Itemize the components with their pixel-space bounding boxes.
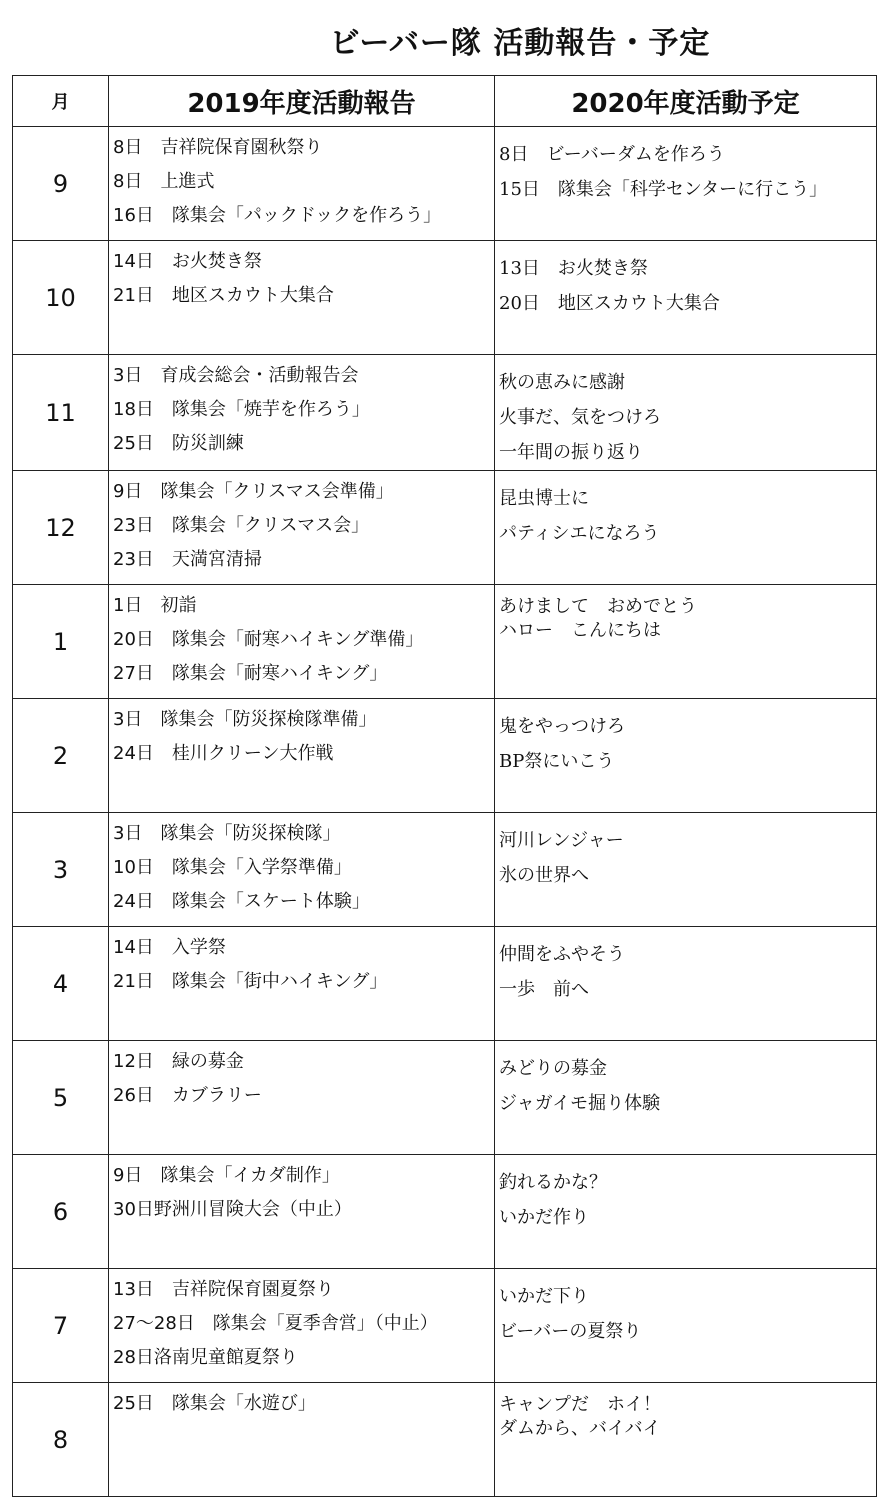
report-item: 18日 隊集会「焼芋を作ろう」 <box>113 399 370 420</box>
plan-item: 火事だ、気をつけろ <box>499 407 661 428</box>
report-item: 28日洛南児童館夏祭り <box>113 1347 298 1368</box>
plan-item: 鬼をやっつけろ <box>499 716 625 737</box>
report-item: 21日 隊集会「街中ハイキング」 <box>113 971 388 992</box>
table-row <box>13 127 877 241</box>
month-cell: 6 <box>13 1155 109 1269</box>
plan-cell <box>495 1155 877 1269</box>
report-item: 30日野洲川冒険大会（中止） <box>113 1199 352 1220</box>
plan-item: ジャガイモ掘り体験 <box>499 1093 661 1114</box>
plan-cell <box>495 813 877 927</box>
plan-item: 仲間をふやそう <box>499 944 625 965</box>
month-cell: 4 <box>13 927 109 1041</box>
plan-item: 8日 ビーバーダムを作ろう <box>499 144 725 165</box>
header-month: 月 <box>13 76 109 127</box>
table-header-row <box>13 76 877 127</box>
plan-cell <box>495 241 877 355</box>
plan-cell <box>495 471 877 585</box>
report-item: 27日 隊集会「耐寒ハイキング」 <box>113 663 388 684</box>
report-cell <box>109 1383 495 1497</box>
table-row <box>13 1041 877 1155</box>
plan-item: 昆虫博士に <box>499 488 589 509</box>
plan-cell <box>495 585 877 699</box>
plan-cell <box>495 127 877 241</box>
table-row <box>13 471 877 585</box>
report-cell <box>109 927 495 1041</box>
report-item: 27～28日 隊集会「夏季舎営」（中止） <box>113 1313 438 1334</box>
table-row <box>13 1383 877 1497</box>
report-item: 24日 隊集会「スケート体験」 <box>113 891 370 912</box>
table-row <box>13 241 877 355</box>
report-item: 3日 隊集会「防災探検隊」 <box>113 823 341 844</box>
plan-item: 秋の恵みに感謝 <box>499 372 625 393</box>
report-cell <box>109 241 495 355</box>
plan-item: 一年間の振り返り <box>499 442 643 463</box>
page-title: ビーバー隊 活動報告・予定 <box>329 26 711 61</box>
report-cell <box>109 1041 495 1155</box>
report-item: 20日 隊集会「耐寒ハイキング準備」 <box>113 629 424 650</box>
report-cell <box>109 699 495 813</box>
plan-item: 河川レンジャー <box>499 830 624 851</box>
month-cell: 10 <box>13 241 109 355</box>
plan-item: キャンプだ ホイ！ <box>499 1394 661 1415</box>
plan-item: 13日 お火焚き祭 <box>499 258 648 279</box>
month-cell: 7 <box>13 1269 109 1383</box>
report-item: 8日 上進式 <box>113 171 215 192</box>
month-cell: 1 <box>13 585 109 699</box>
plan-item: ビーバーの夏祭り <box>499 1321 642 1342</box>
table-row <box>13 355 877 471</box>
report-item: 10日 隊集会「入学祭準備」 <box>113 857 352 878</box>
report-cell <box>109 813 495 927</box>
report-cell <box>109 1155 495 1269</box>
report-item: 26日 カブラリー <box>113 1085 262 1106</box>
report-item: 14日 お火焚き祭 <box>113 251 262 272</box>
report-item: 25日 防災訓練 <box>113 433 244 454</box>
month-cell: 5 <box>13 1041 109 1155</box>
plan-item: あけまして おめでとう <box>499 596 697 617</box>
table-row <box>13 1155 877 1269</box>
report-item: 13日 吉祥院保育園夏祭り <box>113 1279 334 1300</box>
report-item: 3日 育成会総会・活動報告会 <box>113 365 359 386</box>
table-row <box>13 927 877 1041</box>
month-cell: 2 <box>13 699 109 813</box>
plan-item: 氷の世界へ <box>499 865 589 886</box>
report-item: 16日 隊集会「パックドックを作ろう」 <box>113 205 442 226</box>
plan-cell <box>495 1269 877 1383</box>
report-cell <box>109 585 495 699</box>
header-report-2019: 2019年度活動報告 <box>109 76 495 127</box>
month-cell: 12 <box>13 471 109 585</box>
month-cell: 9 <box>13 127 109 241</box>
table-row <box>13 813 877 927</box>
month-cell: 8 <box>13 1383 109 1497</box>
plan-cell <box>495 355 877 471</box>
table-row <box>13 699 877 813</box>
month-cell: 11 <box>13 355 109 471</box>
plan-cell <box>495 927 877 1041</box>
plan-item: いかだ下り <box>499 1286 589 1307</box>
plan-item: 20日 地区スカウト大集合 <box>499 293 720 314</box>
report-item: 25日 隊集会「水遊び」 <box>113 1393 316 1414</box>
report-item: 8日 吉祥院保育園秋祭り <box>113 137 323 158</box>
report-item: 14日 入学祭 <box>113 937 226 958</box>
plan-item: 一歩 前へ <box>499 979 589 1000</box>
report-item: 21日 地区スカウト大集合 <box>113 285 334 306</box>
plan-cell <box>495 1041 877 1155</box>
report-item: 9日 隊集会「イカダ制作」 <box>113 1165 340 1186</box>
report-item: 3日 隊集会「防災探検隊準備」 <box>113 709 377 730</box>
report-cell <box>109 127 495 241</box>
activity-table <box>12 75 877 1497</box>
header-plan-2020: 2020年度活動予定 <box>495 76 877 127</box>
plan-item: パティシエになろう <box>499 523 660 544</box>
report-item: 24日 桂川クリーン大作戦 <box>113 743 334 764</box>
plan-item: ハロー こんにちは <box>499 620 661 641</box>
report-item: 9日 隊集会「クリスマス会準備」 <box>113 481 394 502</box>
report-cell <box>109 355 495 471</box>
plan-item: BP祭にいこう <box>499 751 615 772</box>
plan-item: みどりの募金 <box>499 1058 607 1079</box>
plan-item: 釣れるかな？ <box>499 1172 607 1193</box>
report-item: 23日 隊集会「クリスマス会」 <box>113 515 370 536</box>
table-row <box>13 1269 877 1383</box>
report-item: 12日 緑の募金 <box>113 1051 244 1072</box>
plan-item: 15日 隊集会「科学センターに行こう」 <box>499 179 828 200</box>
plan-item: いかだ作り <box>499 1207 589 1228</box>
table-row <box>13 585 877 699</box>
report-cell <box>109 471 495 585</box>
plan-item: ダムから、バイバイ <box>499 1418 661 1439</box>
report-cell <box>109 1269 495 1383</box>
report-item: 23日 天満宮清掃 <box>113 549 262 570</box>
month-cell: 3 <box>13 813 109 927</box>
report-item: 1日 初詣 <box>113 595 197 616</box>
plan-cell <box>495 1383 877 1497</box>
plan-cell <box>495 699 877 813</box>
